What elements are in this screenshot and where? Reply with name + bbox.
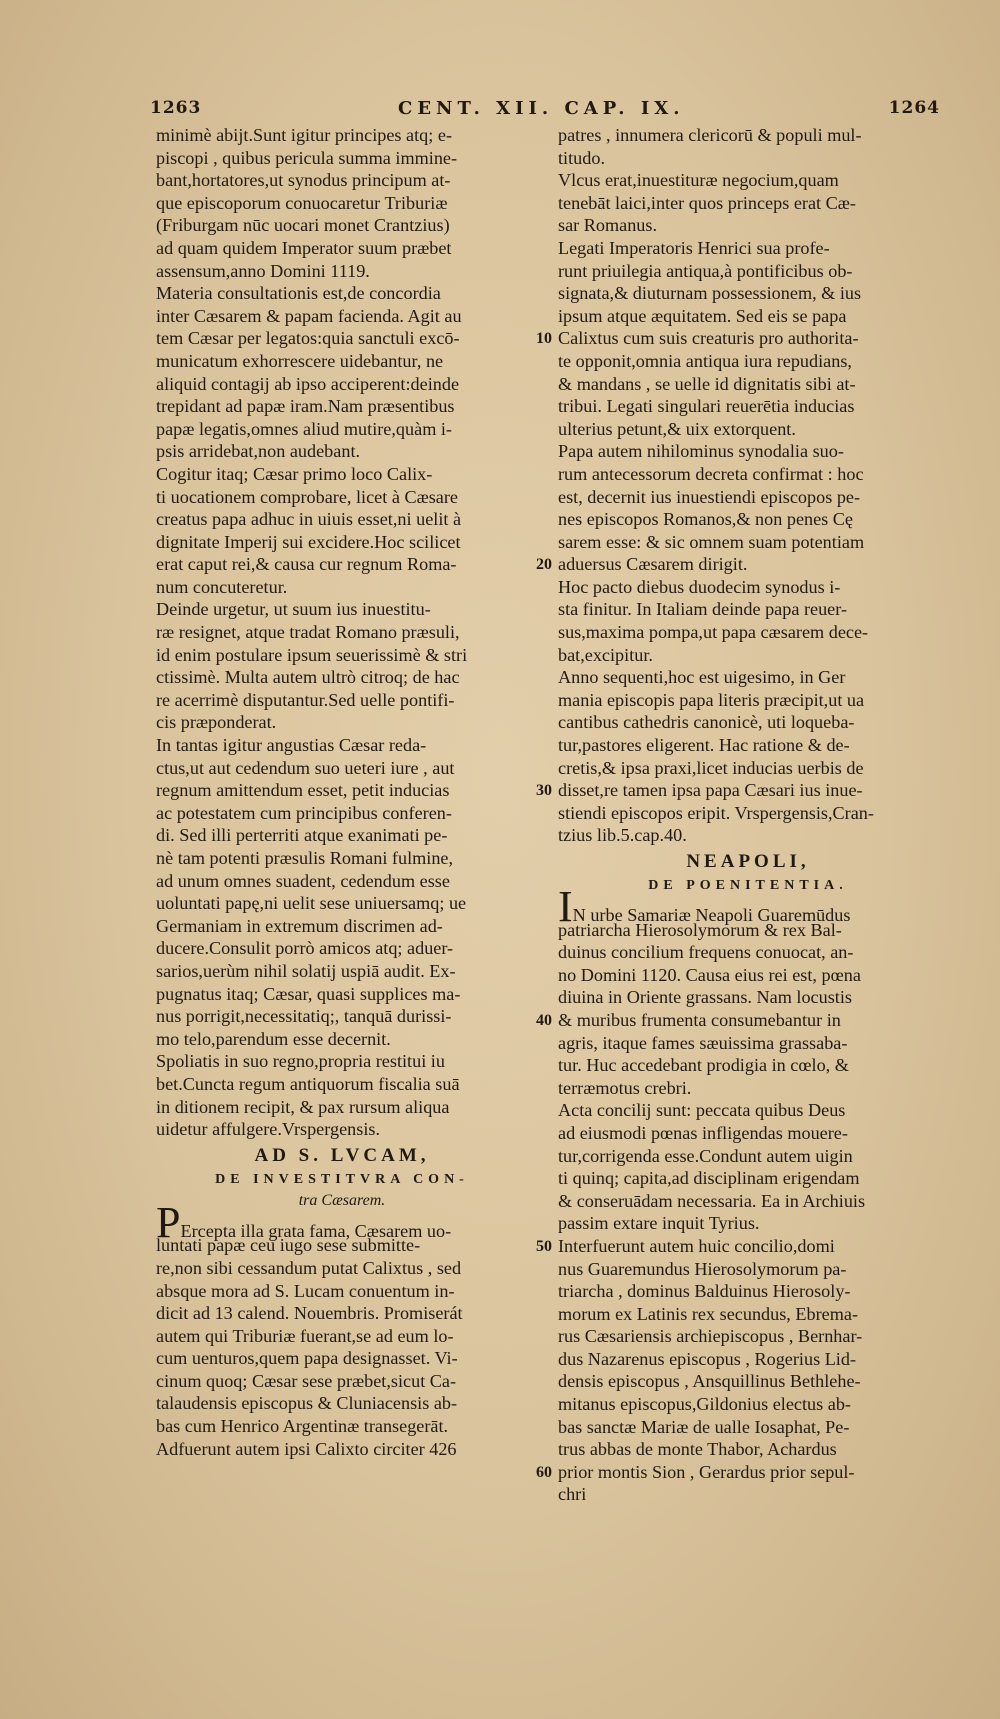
left-text-column (156, 124, 528, 1460)
text-line: (Friburgam nūc uocari monet Crantzius) (156, 215, 450, 236)
margin-line-number: 20 (536, 556, 552, 573)
text-line: tribui. Legati singulari reuerētia inducias (558, 396, 855, 417)
text-line: sar Romanus. (558, 215, 658, 236)
text-line: tem Cæsar per legatos:quia sanctuli excō- (156, 328, 460, 349)
text-line: est, decernit ius inuestiendi episcopos pe- (558, 486, 861, 507)
text-line: Calixtus cum suis creaturis pro authorita- (558, 328, 859, 349)
text-line: talaudensis episcopus & Cluniacensis ab- (156, 1393, 458, 1414)
text-line: ti quinq; capita,ad disciplinam erigendam (558, 1168, 860, 1189)
text-line: tur,pastores eligerent. Hac ratione & de- (558, 735, 850, 756)
text-line: papæ legatis,omnes aliud mutire,quàm i- (156, 418, 452, 439)
text-line: Spoliatis in suo regno,propria restitui iu (156, 1051, 445, 1072)
text-line: cretis,& ipsa praxi,licet inducias uerbis de (558, 757, 864, 778)
text-line: triarcha , dominus Balduinus Hierosoly- (558, 1281, 851, 1302)
text-line: que episcoporum conuocaretur Triburiæ (156, 192, 448, 213)
text-line: prior montis Sion , Gerardus prior sepul- (558, 1461, 855, 1482)
text-line: uidetur affulgere.Vrspergensis. (156, 1119, 380, 1140)
text-line: sus,maxima pompa,ut papa cæsarem dece- (558, 622, 869, 643)
margin-line-number: 40 (536, 1012, 552, 1029)
text-line: Interfuerunt autem huic concilio,domi (558, 1235, 835, 1256)
text-line: mitanus episcopus,Gildonius electus ab- (558, 1394, 851, 1415)
text-line: aduersus Cæsarem dirigit. (558, 554, 748, 575)
text-line: municatum exhorrescere uidebantur, ne (156, 350, 444, 371)
text-line: ad quam quidem Imperator suum præbet (156, 237, 452, 258)
text-line: bant,hortatores,ut synodus principum at- (156, 170, 451, 191)
text-line: In tantas igitur angustias Cæsar reda- (156, 735, 427, 756)
text-line: sarem esse: & sic omnem suam potentiam (558, 531, 865, 552)
text-line: runt priuilegia antiqua,à pontificibus ob- (558, 260, 853, 281)
text-line: IN urbe Samariæ Neapoli Guaremūdus (558, 882, 851, 931)
right-page-number: 1264 (888, 98, 940, 118)
text-line: ac potestatem cum principibus conferen- (156, 802, 452, 823)
text-line: ctus,ut aut cedendum suo ueteri iure , aut (156, 757, 455, 778)
text-line: inter Cæsarem & papam facienda. Agit au (156, 305, 462, 326)
text-line: trepidant ad papæ iram.Nam præsentibus (156, 396, 455, 417)
text-line: nus Guaremundus Hierosolymorum pa- (558, 1258, 847, 1279)
text-line: densis episcopus , Ansquillinus Bethlehe- (558, 1371, 861, 1392)
text-line: Germaniam in extremum discrimen ad- (156, 915, 443, 936)
text-line: bas cum Henrico Argentinæ transegerāt. (156, 1416, 449, 1437)
text-line: sarios,uerùm nihil solatij uspiā audit. Ex- (156, 960, 456, 981)
running-title: CENT. XII. CAP. IX. (398, 98, 685, 119)
text-line: nè tam potenti præsulis Romani fulmine, (156, 848, 454, 868)
text-line: erat caput rei,& causa cur regnum Roma- (156, 554, 457, 575)
text-line: ad eiusmodi pœnas infligendas mouere- (558, 1122, 848, 1143)
text-line: absque mora ad S. Lucam conuentum in- (156, 1280, 455, 1301)
text-line: & conseruādam necessaria. Ea in Archiuis (558, 1190, 866, 1211)
text-line: aliquid contagij ab ipso acciperent:deinde (156, 373, 460, 394)
text-line: pugnatus itaq; Cæsar, quasi supplices ma- (156, 983, 461, 1004)
text-line: Anno sequenti,hoc est uigesimo, in Ger (558, 667, 846, 688)
left-page-number: 1263 (150, 98, 202, 118)
text-line: piscopi , quibus pericula summa immine- (156, 147, 458, 168)
text-line: Papa autem nihilominus synodalia suo- (558, 441, 844, 462)
section-subheading: DE POENITENTIA. (648, 878, 848, 893)
text-line: duinus concilium frequens conuocat, an- (558, 942, 854, 963)
text-line: signata,& diuturnam possessionem, & ius (558, 283, 862, 304)
text-line: ti uocationem comprobare, licet à Cæsare (156, 486, 459, 507)
text-line: Vlcus erat,inuestituræ negocium,quam (558, 170, 839, 191)
text-line: tenebāt laici,inter quos princeps erat Cæ- (558, 192, 856, 213)
text-line: in ditionem recipit, & pax rursum aliqua (156, 1096, 450, 1117)
text-line: Deinde urgetur, ut suum ius inuestitu- (156, 599, 431, 620)
text-line: dus Nazarenus episcopus , Rogerius Lid- (558, 1348, 857, 1369)
text-line: Legati Imperatoris Henrici sua profe- (558, 237, 830, 258)
section-subheading: DE INVESTITVRA CON- (215, 1171, 469, 1187)
text-line: bat,excipitur. (558, 644, 653, 665)
text-line: cinum quoq; Cæsar sese præbet,sicut Ca- (156, 1370, 457, 1391)
text-line: ad unum omnes suadent, cedendum esse (156, 870, 450, 891)
text-line: luntati papæ ceu iugo sese submitte- (156, 1235, 421, 1256)
section-heading: AD S. LVCAM, (254, 1144, 430, 1166)
text-line: te opponit,omnia antiqua iura repudians, (558, 350, 852, 371)
text-line: di. Sed illi perterriti atque exanimati pe- (156, 825, 448, 846)
text-line: diuina in Oriente grassans. Nam locustis (558, 987, 852, 1008)
text-line: nus porrigit,necessitatiq;, tanquā durissi- (156, 1006, 452, 1027)
text-line: morum ex Latinis rex secundus, Ebrema- (558, 1303, 859, 1324)
section-heading: NEAPOLI, (686, 851, 810, 872)
text-line: rum antecessorum decreta confirmat : hoc (558, 463, 864, 484)
text-line: nes episcopos Romanos,& non penes Cę (558, 509, 854, 530)
text-line: chri (558, 1484, 587, 1505)
text-line: sta finitur. In Italiam deinde papa reuer- (558, 599, 848, 620)
text-line: no Domini 1120. Causa eius rei est, pœna (558, 964, 861, 985)
text-line: Acta concilij sunt: peccata quibus Deus (558, 1100, 846, 1121)
text-line: mania episcopis papa literis præcipit,ut ua (558, 689, 865, 710)
text-line: autem qui Triburiæ fuerant,se ad eum lo- (156, 1325, 454, 1346)
margin-line-number: 10 (536, 330, 552, 347)
text-line: stiendi episcopos eripit. Vrspergensis,Cran- (558, 802, 874, 823)
text-line: dignitate Imperij sui excidere.Hoc scilicet (156, 531, 461, 552)
text-line: tzius lib.5.cap.40. (558, 825, 687, 846)
text-line: agris, itaque fames sæuissima grassaba- (558, 1032, 848, 1053)
text-line: ulterius petunt,& uix extorquent. (558, 418, 796, 439)
text-line: assensum,anno Domini 1119. (156, 260, 370, 281)
text-line: cis præponderat. (156, 712, 277, 733)
text-line: creatus papa adhuc in uiuis esset,ni uelit à (156, 509, 462, 530)
text-line: regnum amittendum esset, petit inducias (156, 780, 450, 801)
text-line: uoluntati papę,ni uelit sese uniuersamq; ue (156, 893, 467, 914)
text-line: PErcepta illa grata fama, Cæsarem uo- (156, 1197, 452, 1247)
text-line: disset,re tamen ipsa papa Cæsari ius inue- (558, 780, 863, 801)
text-line: ipsum atque æquitatem. Sed eis se papa (558, 305, 847, 326)
text-line: cantibus cathedris canonicè, uti loqueba- (558, 712, 855, 733)
text-line: ducere.Consulit porrò amicos atq; aduer- (156, 938, 454, 959)
text-line: id enim postulare ipsum seuerissimè & stri (156, 644, 468, 665)
text-line: cum uenturos,quem papa designasset. Vi- (156, 1348, 458, 1369)
text-line: Adfuerunt autem ipsi Calixto circiter 426 (156, 1438, 457, 1459)
section-subheading: tra Cæsarem. (298, 1191, 386, 1209)
text-line: re,non sibi cessandum putat Calixtus , sed (156, 1257, 462, 1278)
text-line: terræmotus crebri. (558, 1077, 692, 1098)
text-line: ctissimè. Multa autem ultrò citroq; de hac (156, 667, 460, 688)
text-line: Cogitur itaq; Cæsar primo loco Calix- (156, 463, 433, 484)
text-line: bet.Cuncta regum antiquorum fiscalia suā (156, 1073, 460, 1094)
text-line: mo telo,parendum esse decernit. (156, 1028, 391, 1049)
text-line: patriarcha Hierosolymorum & rex Bal- (558, 919, 842, 940)
text-line: & mandans , se uelle id dignitatis sibi at- (558, 373, 856, 394)
text-line: num concuteretur. (156, 576, 288, 597)
text-line: Materia consultationis est,de concordia (156, 283, 441, 304)
text-line: patres , innumera clericorū & populi mul- (558, 125, 862, 145)
right-text-column (558, 124, 938, 1506)
margin-line-number: 30 (536, 782, 552, 799)
margin-line-number: 50 (536, 1238, 552, 1255)
text-line: passim extare inquit Tyrius. (558, 1213, 760, 1234)
text-line: & muribus frumenta consumebantur in (558, 1009, 841, 1030)
text-line: re acerrimè disputantur.Sed uelle pontifi- (156, 689, 455, 710)
text-line: psis arridebat,non audebant. (156, 441, 361, 462)
text-line: bas sanctæ Mariæ de ualle Iosaphat, Pe- (558, 1416, 850, 1437)
text-line: tur,corrigenda esse.Condunt autem uigin (558, 1145, 853, 1166)
text-line: trus abbas de monte Thabor, Achardus (558, 1439, 837, 1460)
text-line: minimè abijt.Sunt igitur principes atq; e- (156, 125, 452, 145)
text-line: Hoc pacto diebus duodecim synodus i- (558, 576, 841, 597)
text-line: dicit ad 13 calend. Nouembris. Promiserát (156, 1303, 463, 1324)
text-line: tur. Huc accedebant prodigia in cœlo, & (558, 1055, 849, 1076)
text-line: ræ resignet, atque tradat Romano præsuli, (156, 622, 460, 643)
text-line: rus Cæsariensis archiepiscopus , Bernhar- (558, 1326, 863, 1347)
text-line: titudo. (558, 147, 605, 168)
margin-line-number: 60 (536, 1464, 552, 1481)
